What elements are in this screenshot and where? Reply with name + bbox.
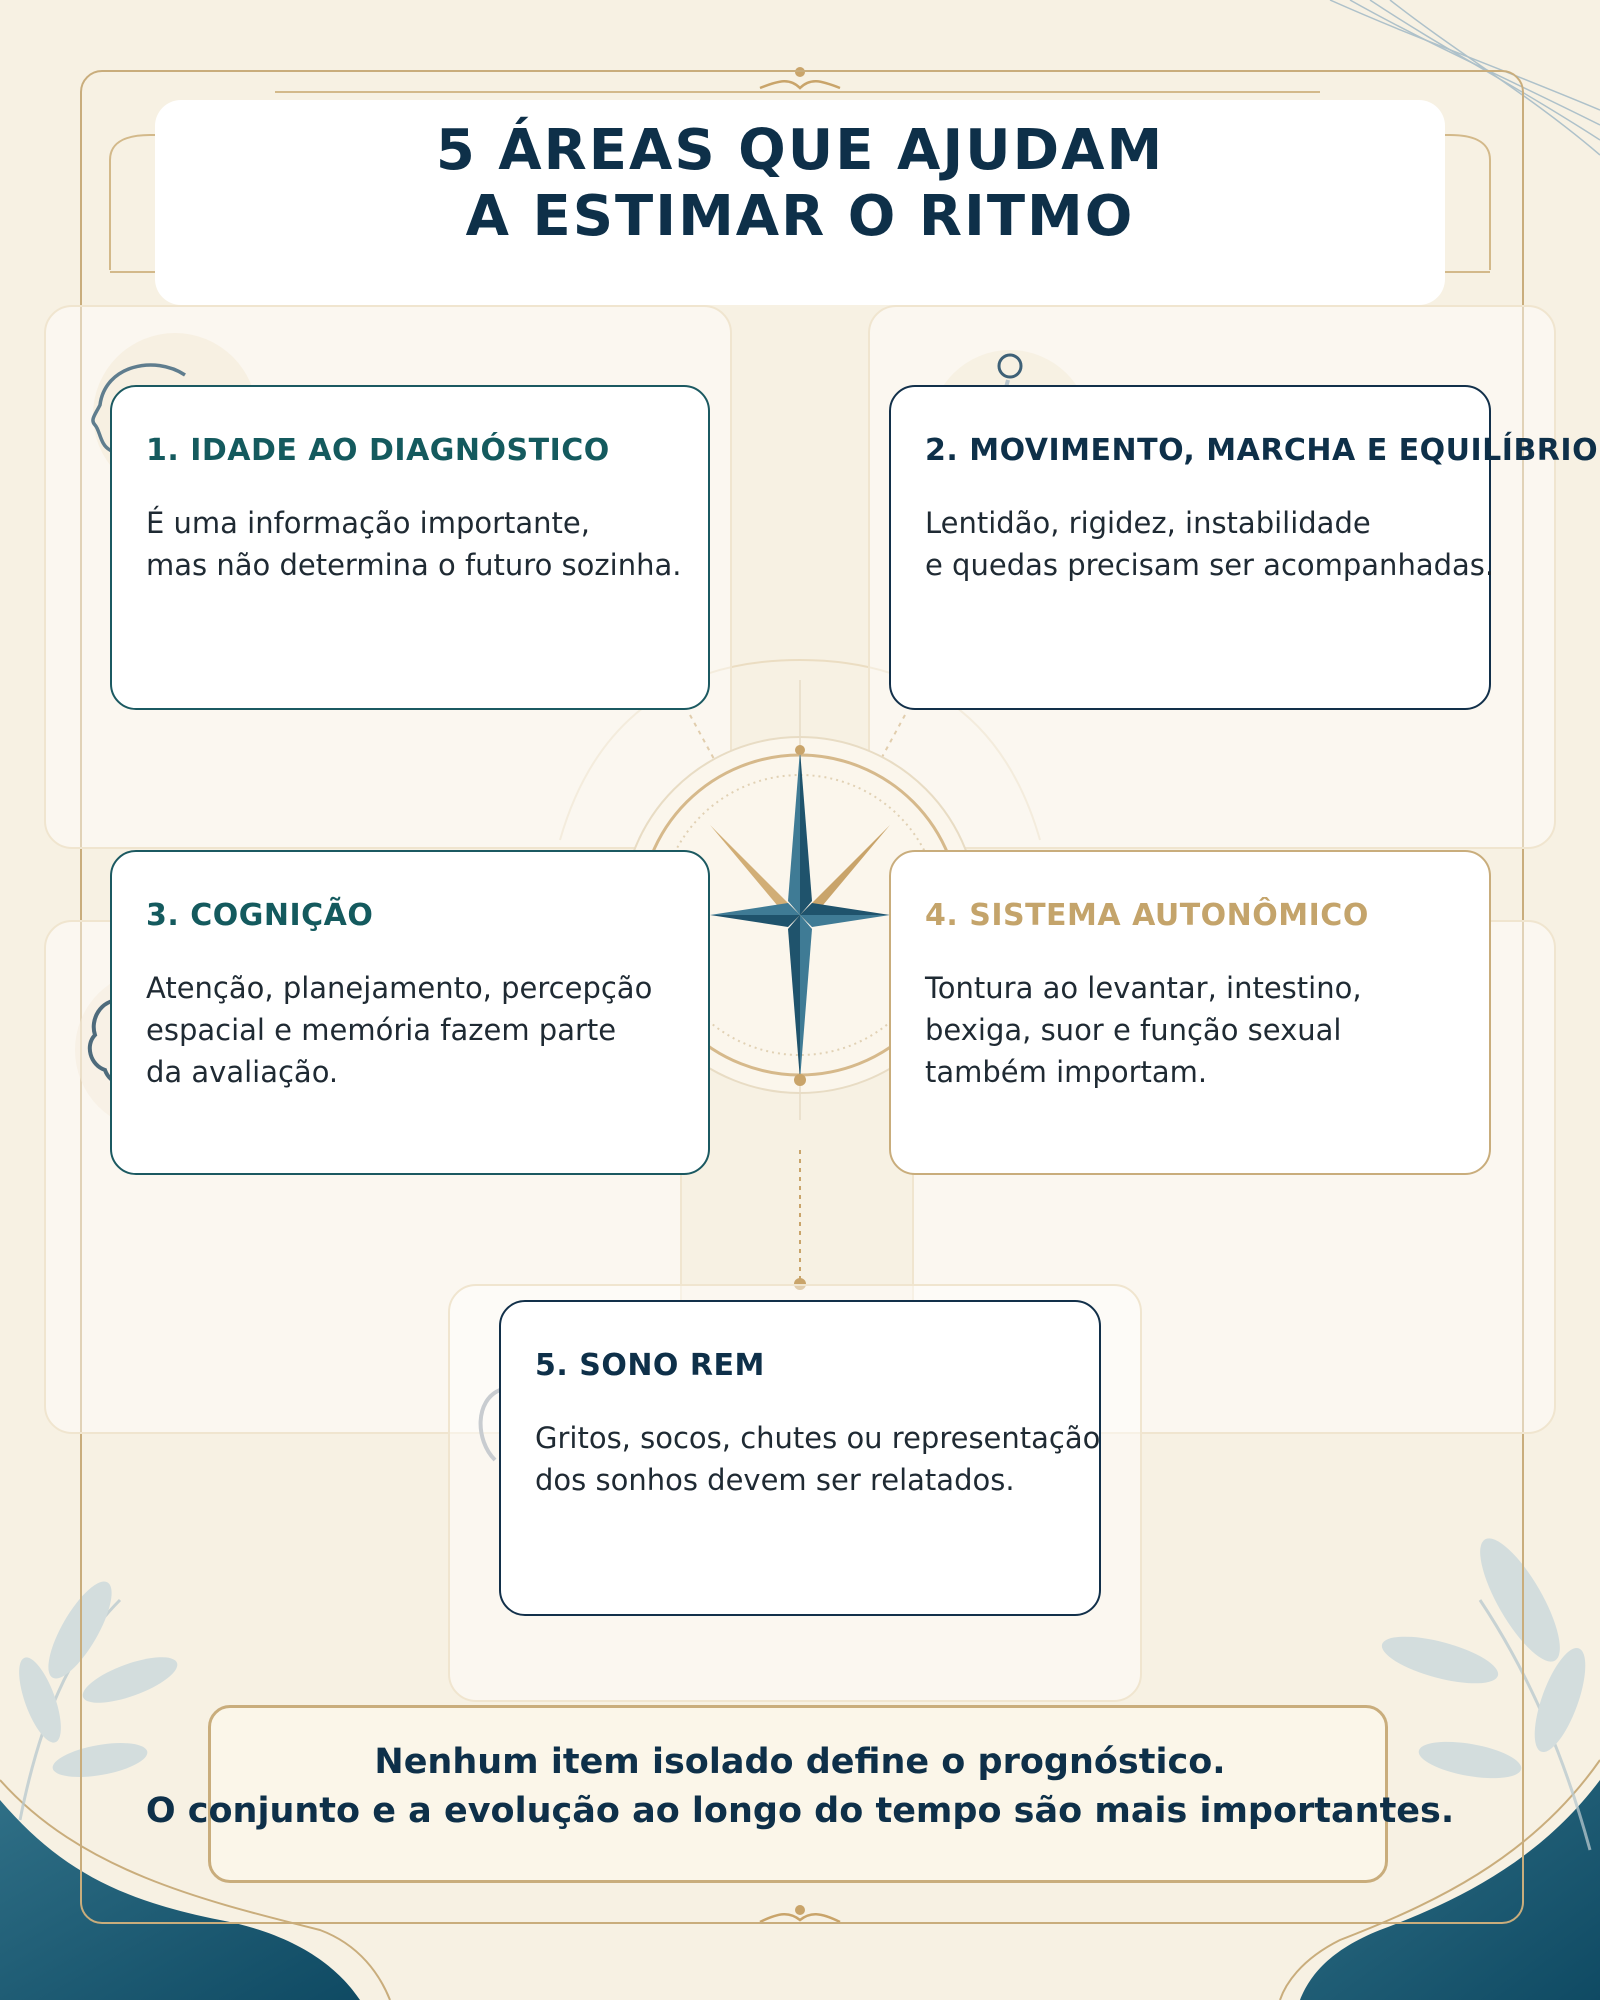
card-text-line: É uma informação importante, xyxy=(146,506,590,540)
page-title-line-2: A ESTIMAR O RITMO xyxy=(465,184,1135,249)
footer-line-1: Nenhum item isolado define o prognóstico. xyxy=(374,1742,1226,1782)
card-text-line: dos sonhos devem ser relatados. xyxy=(535,1463,1015,1497)
card-text-line: Atenção, planejamento, percepção xyxy=(146,971,653,1005)
card-text-line: Lentidão, rigidez, instabilidade xyxy=(925,506,1371,540)
card-heading: 4. SISTEMA AUTONÔMICO xyxy=(925,898,1369,933)
card-text-line: da avaliação. xyxy=(146,1055,339,1089)
footer-line-2: O conjunto e a evolução ao longo do tempo são mais importantes. xyxy=(145,1791,1455,1831)
card-text-line: e quedas precisam ser acompanhadas. xyxy=(925,548,1495,582)
card-text-line: também importam. xyxy=(925,1055,1208,1089)
card-text-line: bexiga, suor e função sexual xyxy=(925,1013,1342,1047)
card-text-line: mas não determina o futuro sozinha. xyxy=(146,548,682,582)
card-heading: 1. IDADE AO DIAGNÓSTICO xyxy=(146,433,610,468)
card-text-line: Gritos, socos, chutes ou representação xyxy=(535,1421,1101,1455)
card-cognition xyxy=(110,850,710,1175)
card-movement-gait-balance xyxy=(889,385,1599,710)
card-text xyxy=(146,967,674,1093)
card-age-at-diagnosis xyxy=(110,385,710,710)
card-text-line: Tontura ao levantar, intestino, xyxy=(925,971,1362,1005)
title-box xyxy=(155,100,1445,305)
card-text xyxy=(535,1417,1101,1501)
footer-message xyxy=(0,1738,1600,1836)
card-heading: 3. COGNIÇÃO xyxy=(146,898,374,933)
card-heading: 5. SONO REM xyxy=(535,1348,765,1383)
page-title-line-1: 5 ÁREAS QUE AJUDAM xyxy=(435,118,1165,183)
card-text xyxy=(925,967,1455,1093)
card-text xyxy=(925,502,1495,586)
card-text xyxy=(146,502,682,586)
card-heading: 2. MOVIMENTO, MARCHA E EQUILÍBRIO xyxy=(925,433,1599,468)
card-rem-sleep xyxy=(499,1300,1101,1616)
card-text-line: espacial e memória fazem parte xyxy=(146,1013,617,1047)
card-autonomic-system xyxy=(889,850,1491,1175)
